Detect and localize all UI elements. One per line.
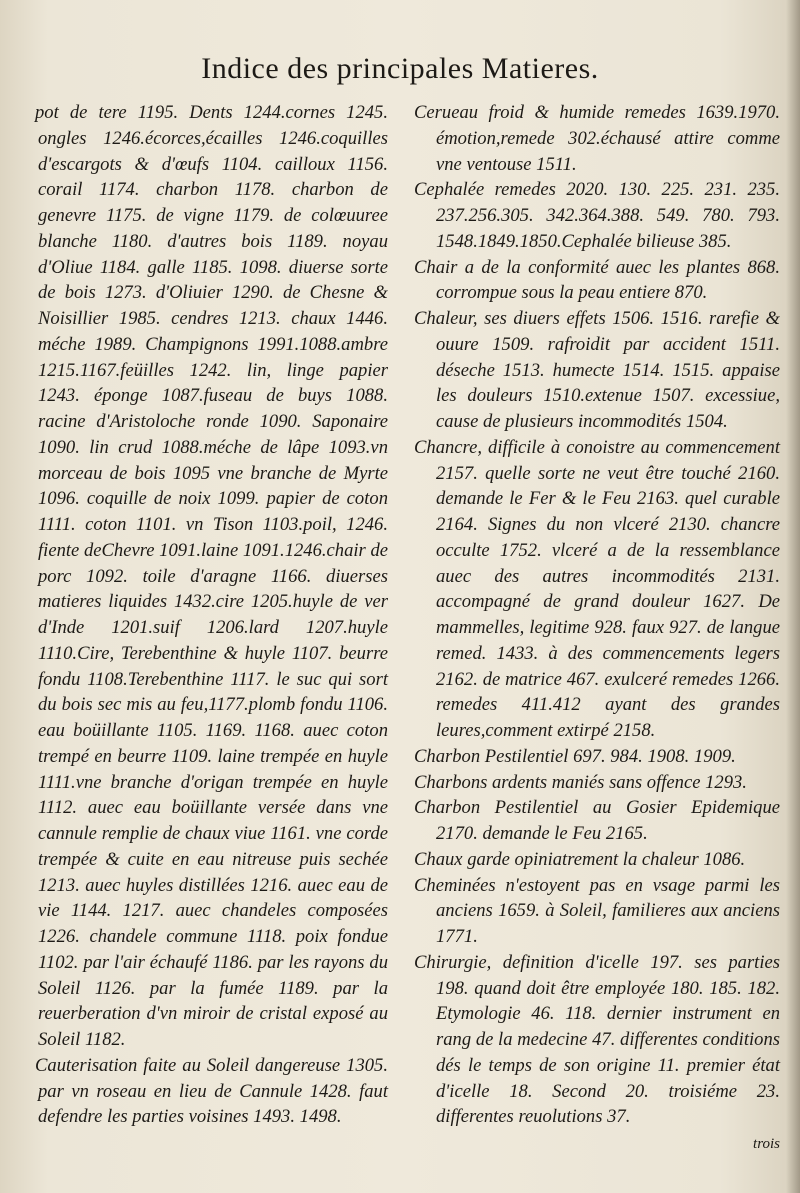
catchword: trois	[753, 1136, 780, 1152]
index-entry: Cerueau froid & humide remedes 1639.1970. émotion,remede 302.échausé attire comme vne ventouse 1511.	[414, 102, 780, 175]
index-entry: Cephalée remedes 2020. 130. 225. 231. 235. 237.256.305. 342.364.388. 549. 780. 793. 1548.1849.1850.Cephalée bilieuse 385.	[414, 179, 780, 252]
index-entry: Charbon Pestilentiel 697. 984. 1908. 1909.	[414, 745, 736, 767]
index-entry: Chirurgie, definition d'icelle 197. ses parties 198. quand doit être employée 180. 185. 182. Etymologie 46. 118. dernier instrument en rang de la medecine 47. differentes conditions dés le temps de son origine 11. premier état d'icelle 18. Second 20. troisiéme 23. differentes reuolutions 37.	[414, 951, 780, 1128]
page-title: Indice des principales Matieres.	[201, 52, 599, 85]
index-entry: pot de tere 1195. Dents 1244.cornes 1245. ongles 1246.écorces,écailles 1246.coquilles d'escargots & d'œufs 1104. cailloux 1156. corail 1174. charbon 1178. charbon de genevre 1175. de vigne 1179. de colœuuree blanche 1180. d'autres bois 1189. noyau d'Oliue 1184. galle 1185. 1098. diuerse sorte de bois 1273. d'Oliuier 1290. de Chesne & Noisillier 1985. cendres 1213. chaux 1446. méche 1989. Champignons 1991.1088.ambre 1215.1167.feüilles 1242. lin, linge papier 1243. éponge 1087.fuseau de buys 1088. racine d'Aristoloche ronde 1090. Saponaire 1090. lin crud 1088.méche de lâpe 1093.vn morceau de bois 1095 vne branche de Myrte 1096. coquille de noix 1099. papier de coton 1111. coton 1101. vn Tison 1103.poil, 1246. fiente deChevre 1091.laine 1091.1246.chair de porc 1092. toile d'aragne 1166. diuerses matieres liquides 1432.cire 1205.huyle de ver d'Inde 1201.suif 1206.lard 1207.huyle 1110.Cire, Terebenthine & huyle 1107. beurre fondu 1108.Terebenthine 1117. le suc qui sort du bois sec mis au feu,1177.plomb fondu 1106. eau boüillante 1105. 1169. 1168. auec coton trempé en beurre 1109. laine trempée en huyle 1111.vne branche d'origan trempée en huyle 1112. auec eau boüillante versée dans vne cannule remplie de chaux viue 1161. vne corde trempée & cuite en eau nitreuse puis sechée 1213. auec huyles distillées 1216. auec eau de vie 1144. 1217. auec chandeles composées 1226. chandele commune 1118. poix fondue 1102. par l'air échaufé 1186. par les rayons du Soleil 1126. par la fumée 1189. par la reuerberation d'vn miroir de cristal exposé au Soleil 1182.	[35, 102, 388, 1050]
index-entry: Chaleur, ses diuers effets 1506. 1516. rarefie & ouure 1509. rafroidit par accident 1511. déseche 1513. humecte 1514. 1515. appaise les douleurs 1510.extenue 1507. excessiue, cause de plusieurs incommodités 1504.	[414, 308, 780, 432]
index-entry: Cheminées n'estoyent pas en vsage parmi les anciens 1659. à Soleil, familieres aux anciens 1771.	[414, 874, 780, 947]
index-entry: Chaux garde opiniatrement la chaleur 1086.	[414, 848, 746, 870]
page-edge-shadow	[786, 0, 800, 1193]
right-column	[412, 100, 780, 1158]
index-entry: Cauterisation faite au Soleil dangereuse 1305. par vn roseau en lieu de Cannule 1428. faut defendre les parties voisines 1493. 1498.	[35, 1054, 388, 1128]
left-column	[35, 100, 388, 1130]
index-entry: Charbons ardents maniés sans offence 1293.	[414, 771, 747, 793]
index-entry: Chancre, difficile à conoistre au commencement 2157. quelle sorte ne veut être touché 2160. demande le Fer & le Feu 2163. quel curable 2164. Signes du non vlceré 2130. chancre occulte 1752. vlceré a de la ressemblance auec des autres incommodités 2131. accompagné de grand douleur 1627. De mammelles, legitime 928. faux 927. de langue remed. 1433. à des commencements legers 2162. de matrice 467. exulceré remedes 1266. remedes 411.412 ayant des grandes leures,comment extirpé 2158.	[414, 436, 780, 741]
index-entry: Chair a de la conformité auec les plantes 868. corrompue sous la peau entiere 870.	[414, 256, 780, 304]
index-entry: Charbon Pestilentiel au Gosier Epidemique 2170. demande le Feu 2165.	[414, 797, 780, 844]
